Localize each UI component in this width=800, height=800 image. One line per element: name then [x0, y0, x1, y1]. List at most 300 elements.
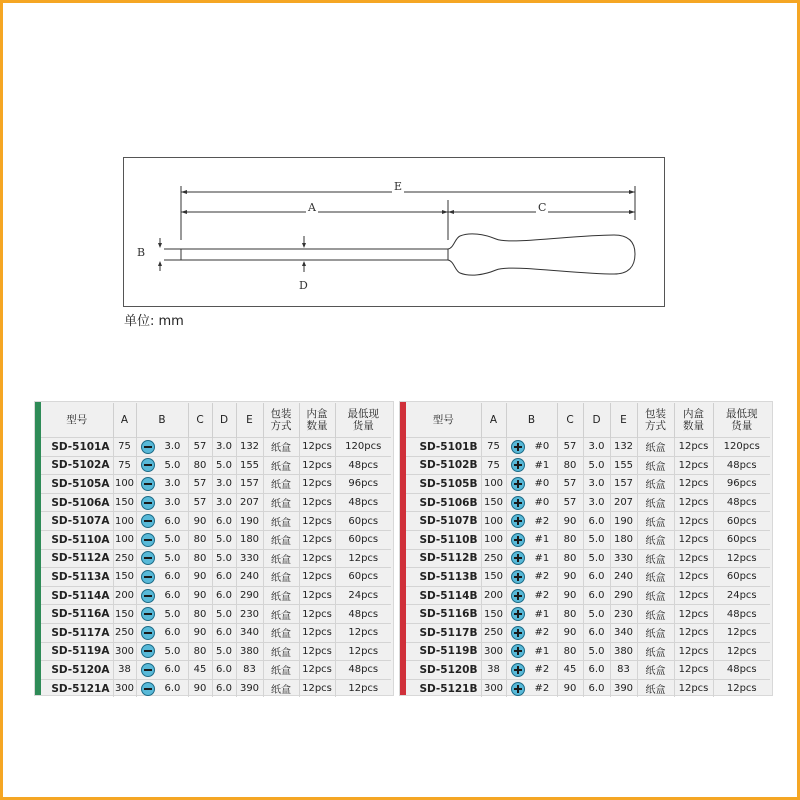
model-cell: SD-5120B — [406, 661, 481, 680]
b-cell — [506, 586, 557, 605]
d-cell: 5.0 — [583, 642, 610, 661]
qty-cell: 12pcs — [674, 475, 713, 494]
b-value: 3.0 — [164, 478, 181, 490]
b-value: 6.0 — [164, 627, 181, 639]
model-cell: SD-5107A — [41, 512, 113, 531]
e-cell: 390 — [236, 679, 263, 697]
phillips-tip-icon — [511, 570, 525, 584]
min-cell: 48pcs — [335, 605, 391, 624]
e-cell: 330 — [610, 549, 637, 568]
a-cell: 150 — [481, 493, 506, 512]
slotted-tip-icon — [141, 663, 155, 677]
table-row — [406, 456, 770, 475]
col-a-header: A — [481, 403, 506, 438]
col-c-header: C — [557, 403, 583, 438]
a-cell: 150 — [481, 605, 506, 624]
e-cell: 83 — [610, 661, 637, 680]
b-value: #1 — [534, 552, 550, 564]
b-value: 6.0 — [164, 590, 181, 602]
slotted-tip-icon — [141, 440, 155, 454]
min-cell: 60pcs — [713, 530, 770, 549]
pack-cell: 纸盒 — [263, 493, 299, 512]
d-cell: 6.0 — [212, 679, 236, 697]
a-cell: 75 — [481, 456, 506, 475]
model-cell: SD-5106A — [41, 493, 113, 512]
min-cell: 60pcs — [713, 568, 770, 587]
table-row — [41, 438, 391, 457]
a-cell: 38 — [113, 661, 136, 680]
min-cell: 24pcs — [713, 586, 770, 605]
slotted-tip-icon — [141, 589, 155, 603]
phillips-tip-icon — [511, 458, 525, 472]
d-cell: 6.0 — [212, 568, 236, 587]
dimension-label-a: A — [308, 201, 316, 214]
a-cell: 250 — [113, 549, 136, 568]
col-b-header: B — [506, 403, 557, 438]
b-value: #0 — [534, 478, 550, 490]
col-qty-header: 内盒 数量 — [299, 403, 335, 438]
model-cell: SD-5116A — [41, 605, 113, 624]
table-row — [41, 679, 391, 697]
b-cell — [506, 679, 557, 697]
a-cell: 100 — [113, 475, 136, 494]
model-cell: SD-5102B — [406, 456, 481, 475]
pack-cell: 纸盒 — [637, 549, 674, 568]
b-cell — [136, 530, 188, 549]
c-cell: 90 — [557, 512, 583, 531]
table-row — [41, 530, 391, 549]
slotted-tip-icon — [141, 533, 155, 547]
e-cell: 340 — [236, 623, 263, 642]
min-cell: 48pcs — [713, 661, 770, 680]
d-cell: 6.0 — [212, 512, 236, 531]
model-cell: SD-5110A — [41, 530, 113, 549]
d-cell: 6.0 — [212, 586, 236, 605]
phillips-tip-icon — [511, 682, 525, 696]
min-cell: 12pcs — [335, 623, 391, 642]
col-c-header: C — [188, 403, 212, 438]
table-row — [41, 661, 391, 680]
col-min-header: 最低现 货量 — [347, 408, 379, 432]
d-cell: 6.0 — [212, 661, 236, 680]
qty-cell: 12pcs — [299, 661, 335, 680]
b-value: #0 — [534, 441, 550, 453]
b-cell — [136, 679, 188, 697]
a-cell: 100 — [481, 512, 506, 531]
d-cell: 3.0 — [212, 493, 236, 512]
phillips-tip-icon — [511, 514, 525, 528]
c-cell: 90 — [188, 623, 212, 642]
a-cell: 250 — [481, 549, 506, 568]
c-cell: 45 — [557, 661, 583, 680]
b-cell — [506, 642, 557, 661]
min-cell: 48pcs — [713, 456, 770, 475]
qty-cell: 12pcs — [299, 530, 335, 549]
qty-cell: 12pcs — [674, 642, 713, 661]
d-cell: 3.0 — [583, 493, 610, 512]
table-row — [41, 623, 391, 642]
phillips-spec-panel — [399, 401, 773, 696]
a-cell: 150 — [113, 493, 136, 512]
c-cell: 80 — [557, 549, 583, 568]
pack-cell: 纸盒 — [263, 642, 299, 661]
d-cell: 3.0 — [212, 475, 236, 494]
dimension-label-b: B — [137, 246, 146, 259]
phillips-tip-icon — [511, 440, 525, 454]
min-cell: 96pcs — [335, 475, 391, 494]
e-cell: 290 — [236, 586, 263, 605]
col-model-header: 型号 — [406, 403, 481, 438]
c-cell: 80 — [188, 456, 212, 475]
slotted-tip-icon — [141, 458, 155, 472]
b-value: 5.0 — [164, 608, 181, 620]
e-cell: 207 — [610, 493, 637, 512]
b-value: 5.0 — [164, 459, 181, 471]
c-cell: 80 — [188, 530, 212, 549]
c-cell: 80 — [188, 549, 212, 568]
table-row — [406, 530, 770, 549]
col-e-header: E — [236, 403, 263, 438]
pack-cell: 纸盒 — [263, 530, 299, 549]
qty-cell: 12pcs — [299, 679, 335, 697]
c-cell: 80 — [557, 456, 583, 475]
col-pack-header: 包装 方式 — [263, 403, 299, 438]
phillips-tip-icon — [511, 663, 525, 677]
qty-cell: 12pcs — [299, 475, 335, 494]
qty-cell: 12pcs — [674, 623, 713, 642]
c-cell: 80 — [188, 605, 212, 624]
pack-cell: 纸盒 — [637, 679, 674, 697]
pack-cell: 纸盒 — [263, 512, 299, 531]
model-cell: SD-5120A — [41, 661, 113, 680]
e-cell: 380 — [610, 642, 637, 661]
table-row — [41, 493, 391, 512]
b-cell — [136, 456, 188, 475]
b-value: 3.0 — [164, 497, 181, 509]
e-cell: 240 — [236, 568, 263, 587]
pack-cell: 纸盒 — [263, 475, 299, 494]
b-cell — [136, 661, 188, 680]
table-row — [406, 661, 770, 680]
c-cell: 90 — [557, 679, 583, 697]
a-cell: 250 — [481, 623, 506, 642]
qty-cell: 12pcs — [674, 586, 713, 605]
col-e-header: E — [610, 403, 637, 438]
slotted-tip-icon — [141, 477, 155, 491]
d-cell: 5.0 — [583, 549, 610, 568]
c-cell: 90 — [188, 568, 212, 587]
d-cell: 3.0 — [212, 438, 236, 457]
qty-cell: 12pcs — [674, 456, 713, 475]
phillips-tip-icon — [511, 644, 525, 658]
a-cell: 300 — [113, 679, 136, 697]
phillips-spec-table — [406, 403, 770, 697]
pack-cell: 纸盒 — [263, 623, 299, 642]
d-cell: 5.0 — [583, 530, 610, 549]
col-a-header: A — [113, 403, 136, 438]
min-cell: 60pcs — [335, 530, 391, 549]
model-cell: SD-5114B — [406, 586, 481, 605]
e-cell: 190 — [236, 512, 263, 531]
slotted-tip-icon — [141, 626, 155, 640]
slotted-spec-panel — [34, 401, 394, 696]
model-cell: SD-5101A — [41, 438, 113, 457]
b-value: 6.0 — [164, 515, 181, 527]
pack-cell: 纸盒 — [637, 512, 674, 531]
b-value: #2 — [534, 590, 550, 602]
model-cell: SD-5105B — [406, 475, 481, 494]
model-cell: SD-5121B — [406, 679, 481, 697]
table-row — [406, 623, 770, 642]
slotted-tip-icon — [141, 496, 155, 510]
qty-cell: 12pcs — [674, 568, 713, 587]
min-cell: 60pcs — [335, 568, 391, 587]
qty-cell: 12pcs — [674, 438, 713, 457]
c-cell: 90 — [188, 512, 212, 531]
table-row — [406, 549, 770, 568]
qty-cell: 12pcs — [674, 530, 713, 549]
b-value: #0 — [534, 497, 550, 509]
d-cell: 3.0 — [583, 438, 610, 457]
model-cell: SD-5116B — [406, 605, 481, 624]
phillips-tip-icon — [511, 607, 525, 621]
screwdriver-diagram — [123, 157, 665, 307]
b-cell — [136, 623, 188, 642]
qty-cell: 12pcs — [299, 623, 335, 642]
table-row — [406, 475, 770, 494]
a-cell: 300 — [481, 679, 506, 697]
e-cell: 155 — [610, 456, 637, 475]
qty-cell: 12pcs — [299, 642, 335, 661]
pack-cell: 纸盒 — [637, 530, 674, 549]
c-cell: 57 — [188, 493, 212, 512]
e-cell: 180 — [610, 530, 637, 549]
b-cell — [506, 605, 557, 624]
b-cell — [506, 568, 557, 587]
b-cell — [136, 493, 188, 512]
min-cell: 48pcs — [335, 456, 391, 475]
model-cell: SD-5117B — [406, 623, 481, 642]
e-cell: 330 — [236, 549, 263, 568]
a-cell: 150 — [113, 568, 136, 587]
table-header-row — [406, 403, 770, 438]
b-value: 5.0 — [164, 552, 181, 564]
e-cell: 230 — [236, 605, 263, 624]
qty-cell: 12pcs — [674, 549, 713, 568]
pack-cell: 纸盒 — [637, 642, 674, 661]
b-cell — [136, 438, 188, 457]
table-row — [406, 642, 770, 661]
col-model-header: 型号 — [41, 403, 113, 438]
c-cell: 80 — [557, 605, 583, 624]
min-cell: 24pcs — [335, 586, 391, 605]
qty-cell: 12pcs — [674, 512, 713, 531]
a-cell: 200 — [481, 586, 506, 605]
e-cell: 157 — [610, 475, 637, 494]
table-row — [406, 568, 770, 587]
table-row — [406, 605, 770, 624]
phillips-tip-icon — [511, 496, 525, 510]
col-d-header: D — [583, 403, 610, 438]
c-cell: 57 — [188, 475, 212, 494]
b-value: #1 — [534, 608, 550, 620]
min-cell: 120pcs — [713, 438, 770, 457]
c-cell: 80 — [557, 642, 583, 661]
min-cell: 12pcs — [713, 679, 770, 697]
model-cell: SD-5119B — [406, 642, 481, 661]
d-cell: 6.0 — [583, 623, 610, 642]
b-value: 5.0 — [164, 534, 181, 546]
model-cell: SD-5119A — [41, 642, 113, 661]
qty-cell: 12pcs — [674, 661, 713, 680]
b-value: 5.0 — [164, 645, 181, 657]
e-cell: 340 — [610, 623, 637, 642]
model-cell: SD-5112A — [41, 549, 113, 568]
dimension-label-e: E — [394, 180, 403, 193]
table-row — [41, 568, 391, 587]
c-cell: 45 — [188, 661, 212, 680]
d-cell: 5.0 — [212, 549, 236, 568]
b-cell — [506, 475, 557, 494]
b-value: 6.0 — [164, 683, 181, 695]
b-cell — [136, 512, 188, 531]
c-cell: 90 — [557, 568, 583, 587]
d-cell: 6.0 — [212, 623, 236, 642]
b-cell — [506, 549, 557, 568]
c-cell: 80 — [188, 642, 212, 661]
phillips-tip-icon — [511, 626, 525, 640]
a-cell: 300 — [113, 642, 136, 661]
b-cell — [506, 493, 557, 512]
pack-cell: 纸盒 — [263, 456, 299, 475]
e-cell: 230 — [610, 605, 637, 624]
pack-cell: 纸盒 — [637, 568, 674, 587]
a-cell: 150 — [481, 568, 506, 587]
table-row — [406, 438, 770, 457]
e-cell: 132 — [236, 438, 263, 457]
min-cell: 12pcs — [713, 623, 770, 642]
a-cell: 38 — [481, 661, 506, 680]
b-value: #2 — [534, 683, 550, 695]
c-cell: 57 — [188, 438, 212, 457]
min-cell: 96pcs — [713, 475, 770, 494]
b-value: #1 — [534, 534, 550, 546]
table-row — [41, 549, 391, 568]
col-min-header: 最低现 货量 — [726, 408, 758, 432]
a-cell: 150 — [113, 605, 136, 624]
b-cell — [136, 586, 188, 605]
slotted-tip-icon — [141, 514, 155, 528]
table-row — [406, 586, 770, 605]
c-cell: 80 — [557, 530, 583, 549]
pack-cell: 纸盒 — [263, 679, 299, 697]
model-cell: SD-5113A — [41, 568, 113, 587]
pack-cell: 纸盒 — [263, 661, 299, 680]
b-cell — [506, 661, 557, 680]
qty-cell: 12pcs — [299, 512, 335, 531]
pack-cell: 纸盒 — [637, 605, 674, 624]
e-cell: 290 — [610, 586, 637, 605]
d-cell: 3.0 — [583, 475, 610, 494]
min-cell: 48pcs — [335, 661, 391, 680]
model-cell: SD-5107B — [406, 512, 481, 531]
model-cell: SD-5105A — [41, 475, 113, 494]
d-cell: 6.0 — [583, 679, 610, 697]
pack-cell: 纸盒 — [263, 605, 299, 624]
min-cell: 48pcs — [335, 493, 391, 512]
d-cell: 5.0 — [583, 456, 610, 475]
b-value: #1 — [534, 459, 550, 471]
min-cell: 48pcs — [713, 605, 770, 624]
e-cell: 157 — [236, 475, 263, 494]
b-cell — [506, 456, 557, 475]
min-cell: 60pcs — [335, 512, 391, 531]
a-cell: 200 — [113, 586, 136, 605]
col-pack-header: 包装 方式 — [637, 403, 674, 438]
model-cell: SD-5101B — [406, 438, 481, 457]
e-cell: 180 — [236, 530, 263, 549]
e-cell: 155 — [236, 456, 263, 475]
pack-cell: 纸盒 — [263, 586, 299, 605]
model-cell: SD-5114A — [41, 586, 113, 605]
table-row — [41, 512, 391, 531]
min-cell: 120pcs — [335, 438, 391, 457]
c-cell: 57 — [557, 493, 583, 512]
d-cell: 6.0 — [583, 568, 610, 587]
e-cell: 240 — [610, 568, 637, 587]
table-header-row — [41, 403, 391, 438]
model-cell: SD-5112B — [406, 549, 481, 568]
b-value: 6.0 — [164, 664, 181, 676]
min-cell: 48pcs — [713, 493, 770, 512]
d-cell: 6.0 — [583, 661, 610, 680]
d-cell: 5.0 — [583, 605, 610, 624]
a-cell: 75 — [481, 438, 506, 457]
qty-cell: 12pcs — [299, 568, 335, 587]
e-cell: 390 — [610, 679, 637, 697]
d-cell: 5.0 — [212, 642, 236, 661]
pack-cell: 纸盒 — [263, 549, 299, 568]
table-row — [41, 642, 391, 661]
a-cell: 300 — [481, 642, 506, 661]
pack-cell: 纸盒 — [263, 438, 299, 457]
a-cell: 75 — [113, 456, 136, 475]
slotted-tip-icon — [141, 644, 155, 658]
qty-cell: 12pcs — [299, 438, 335, 457]
slotted-spec-table — [41, 403, 391, 697]
unit-label: 单位: mm — [124, 314, 184, 329]
model-cell: SD-5117A — [41, 623, 113, 642]
c-cell: 90 — [557, 623, 583, 642]
b-cell — [136, 568, 188, 587]
qty-cell: 12pcs — [299, 493, 335, 512]
min-cell: 12pcs — [713, 642, 770, 661]
e-cell: 190 — [610, 512, 637, 531]
b-cell — [506, 438, 557, 457]
slotted-tip-icon — [141, 607, 155, 621]
table-row — [406, 679, 770, 697]
e-cell: 380 — [236, 642, 263, 661]
b-value: #2 — [534, 627, 550, 639]
model-cell: SD-5113B — [406, 568, 481, 587]
table-row — [41, 475, 391, 494]
a-cell: 100 — [113, 530, 136, 549]
a-cell: 250 — [113, 623, 136, 642]
b-cell — [506, 512, 557, 531]
min-cell: 12pcs — [335, 549, 391, 568]
b-cell — [136, 642, 188, 661]
col-qty-header: 内盒 数量 — [674, 403, 713, 438]
